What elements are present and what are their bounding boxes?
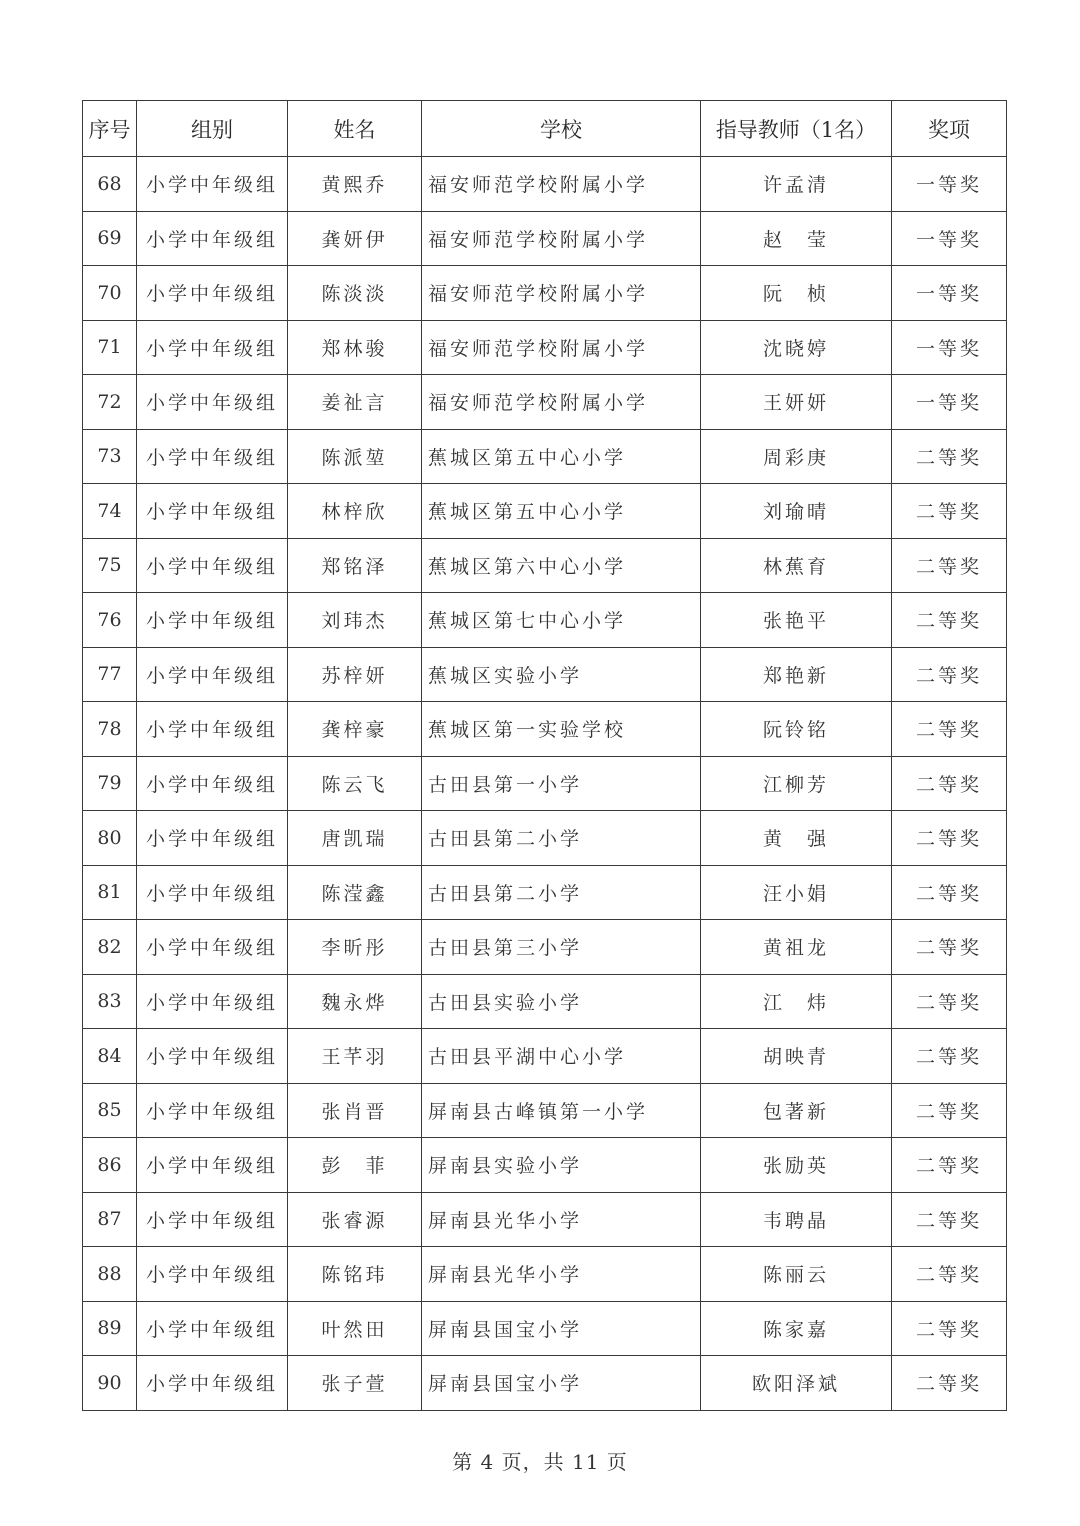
cell-award: 一等奖 [892, 266, 1007, 321]
cell-group: 小学中年级组 [137, 375, 288, 430]
table-row [83, 484, 1007, 539]
cell-teacher: 欧阳泽斌 [701, 1356, 892, 1411]
cell-award: 二等奖 [892, 1083, 1007, 1138]
cell-student-name: 陈铭玮 [288, 1247, 422, 1302]
cell-serial-number: 75 [83, 538, 137, 593]
cell-teacher: 王妍妍 [701, 375, 892, 430]
cell-student-name: 龚妍伊 [288, 211, 422, 266]
cell-award: 二等奖 [892, 429, 1007, 484]
table-row [83, 756, 1007, 811]
cell-school: 福安师范学校附属小学 [422, 375, 701, 430]
cell-student-name: 姜祉言 [288, 375, 422, 430]
cell-serial-number: 80 [83, 811, 137, 866]
cell-school: 蕉城区实验小学 [422, 647, 701, 702]
cell-group: 小学中年级组 [137, 538, 288, 593]
table-row [83, 211, 1007, 266]
cell-teacher: 陈家嘉 [701, 1301, 892, 1356]
cell-school: 屏南县国宝小学 [422, 1301, 701, 1356]
cell-school: 古田县第三小学 [422, 920, 701, 975]
cell-school: 福安师范学校附属小学 [422, 211, 701, 266]
cell-student-name: 张肖晋 [288, 1083, 422, 1138]
cell-award: 一等奖 [892, 211, 1007, 266]
cell-award: 二等奖 [892, 702, 1007, 757]
cell-serial-number: 84 [83, 1029, 137, 1084]
table-row [83, 974, 1007, 1029]
cell-group: 小学中年级组 [137, 920, 288, 975]
header-school: 学校 [422, 101, 701, 157]
cell-award: 一等奖 [892, 375, 1007, 430]
page-footer: 第 4 页，共 11 页 [452, 1450, 628, 1474]
table-row [83, 702, 1007, 757]
header-award: 奖项 [892, 101, 1007, 157]
cell-school: 蕉城区第一实验学校 [422, 702, 701, 757]
table-row [83, 593, 1007, 648]
cell-award: 一等奖 [892, 320, 1007, 375]
cell-school: 屏南县光华小学 [422, 1192, 701, 1247]
table-row [83, 920, 1007, 975]
cell-serial-number: 69 [83, 211, 137, 266]
cell-serial-number: 77 [83, 647, 137, 702]
cell-serial-number: 78 [83, 702, 137, 757]
cell-group: 小学中年级组 [137, 1247, 288, 1302]
cell-school: 古田县平湖中心小学 [422, 1029, 701, 1084]
cell-student-name: 黄熙乔 [288, 157, 422, 212]
cell-award: 二等奖 [892, 1138, 1007, 1193]
cell-school: 古田县实验小学 [422, 974, 701, 1029]
cell-serial-number: 85 [83, 1083, 137, 1138]
cell-student-name: 陈滢鑫 [288, 865, 422, 920]
table-body [83, 157, 1007, 1411]
award-table [82, 100, 1007, 1411]
cell-group: 小学中年级组 [137, 865, 288, 920]
cell-school: 古田县第二小学 [422, 865, 701, 920]
table-row [83, 429, 1007, 484]
cell-student-name: 叶然田 [288, 1301, 422, 1356]
cell-teacher: 包著新 [701, 1083, 892, 1138]
cell-school: 福安师范学校附属小学 [422, 266, 701, 321]
cell-teacher: 许孟清 [701, 157, 892, 212]
cell-student-name: 魏永烨 [288, 974, 422, 1029]
cell-teacher: 江柳芳 [701, 756, 892, 811]
cell-serial-number: 82 [83, 920, 137, 975]
cell-group: 小学中年级组 [137, 157, 288, 212]
table-row [83, 1138, 1007, 1193]
cell-teacher: 汪小娟 [701, 865, 892, 920]
cell-serial-number: 86 [83, 1138, 137, 1193]
cell-teacher: 张艳平 [701, 593, 892, 648]
cell-student-name: 王芊羽 [288, 1029, 422, 1084]
cell-serial-number: 88 [83, 1247, 137, 1302]
table-row [83, 1029, 1007, 1084]
cell-serial-number: 70 [83, 266, 137, 321]
cell-student-name: 唐凯瑞 [288, 811, 422, 866]
table-row [83, 865, 1007, 920]
cell-award: 二等奖 [892, 1192, 1007, 1247]
cell-school: 蕉城区第七中心小学 [422, 593, 701, 648]
cell-teacher: 赵 莹 [701, 211, 892, 266]
cell-school: 蕉城区第六中心小学 [422, 538, 701, 593]
cell-teacher: 周彩庚 [701, 429, 892, 484]
cell-serial-number: 87 [83, 1192, 137, 1247]
cell-teacher: 韦聘晶 [701, 1192, 892, 1247]
cell-school: 古田县第一小学 [422, 756, 701, 811]
cell-serial-number: 76 [83, 593, 137, 648]
table-row [83, 266, 1007, 321]
cell-award: 二等奖 [892, 647, 1007, 702]
cell-group: 小学中年级组 [137, 756, 288, 811]
cell-award: 二等奖 [892, 865, 1007, 920]
cell-group: 小学中年级组 [137, 974, 288, 1029]
cell-school: 蕉城区第五中心小学 [422, 429, 701, 484]
cell-teacher: 陈丽云 [701, 1247, 892, 1302]
table-row [83, 1192, 1007, 1247]
table-row [83, 157, 1007, 212]
cell-award: 二等奖 [892, 974, 1007, 1029]
cell-award: 二等奖 [892, 756, 1007, 811]
table-row [83, 1356, 1007, 1411]
table-header [83, 101, 1007, 157]
cell-award: 二等奖 [892, 484, 1007, 539]
cell-serial-number: 79 [83, 756, 137, 811]
cell-group: 小学中年级组 [137, 211, 288, 266]
cell-student-name: 张睿源 [288, 1192, 422, 1247]
cell-student-name: 张子萱 [288, 1356, 422, 1411]
table-row [83, 538, 1007, 593]
cell-school: 屏南县实验小学 [422, 1138, 701, 1193]
table-row [83, 320, 1007, 375]
cell-teacher: 黄 强 [701, 811, 892, 866]
cell-award: 二等奖 [892, 920, 1007, 975]
cell-student-name: 林梓欣 [288, 484, 422, 539]
header-teacher: 指导教师（1名） [701, 101, 892, 157]
cell-teacher: 阮铃铭 [701, 702, 892, 757]
cell-award: 二等奖 [892, 1301, 1007, 1356]
cell-serial-number: 89 [83, 1301, 137, 1356]
header-serial-number: 序号 [83, 101, 137, 157]
cell-teacher: 江 炜 [701, 974, 892, 1029]
cell-group: 小学中年级组 [137, 266, 288, 321]
cell-student-name: 陈派堃 [288, 429, 422, 484]
cell-serial-number: 72 [83, 375, 137, 430]
cell-group: 小学中年级组 [137, 593, 288, 648]
cell-group: 小学中年级组 [137, 702, 288, 757]
cell-award: 二等奖 [892, 1356, 1007, 1411]
cell-serial-number: 68 [83, 157, 137, 212]
cell-group: 小学中年级组 [137, 1301, 288, 1356]
cell-teacher: 张励英 [701, 1138, 892, 1193]
cell-student-name: 陈云飞 [288, 756, 422, 811]
cell-serial-number: 83 [83, 974, 137, 1029]
cell-student-name: 郑铭泽 [288, 538, 422, 593]
cell-award: 二等奖 [892, 811, 1007, 866]
cell-group: 小学中年级组 [137, 811, 288, 866]
cell-student-name: 郑林骏 [288, 320, 422, 375]
cell-group: 小学中年级组 [137, 1083, 288, 1138]
cell-group: 小学中年级组 [137, 1029, 288, 1084]
cell-school: 福安师范学校附属小学 [422, 157, 701, 212]
cell-teacher: 刘瑜晴 [701, 484, 892, 539]
cell-student-name: 李昕彤 [288, 920, 422, 975]
header-group: 组别 [137, 101, 288, 157]
cell-group: 小学中年级组 [137, 647, 288, 702]
cell-school: 蕉城区第五中心小学 [422, 484, 701, 539]
cell-teacher: 沈晓婷 [701, 320, 892, 375]
cell-teacher: 胡映青 [701, 1029, 892, 1084]
cell-school: 福安师范学校附属小学 [422, 320, 701, 375]
cell-serial-number: 71 [83, 320, 137, 375]
cell-award: 一等奖 [892, 157, 1007, 212]
table-row [83, 1301, 1007, 1356]
cell-serial-number: 74 [83, 484, 137, 539]
cell-teacher: 林蕉育 [701, 538, 892, 593]
cell-group: 小学中年级组 [137, 1356, 288, 1411]
header-name: 姓名 [288, 101, 422, 157]
cell-student-name: 龚梓豪 [288, 702, 422, 757]
cell-group: 小学中年级组 [137, 484, 288, 539]
cell-award: 二等奖 [892, 538, 1007, 593]
cell-award: 二等奖 [892, 593, 1007, 648]
table-row [83, 375, 1007, 430]
cell-award: 二等奖 [892, 1247, 1007, 1302]
cell-serial-number: 81 [83, 865, 137, 920]
cell-teacher: 郑艳新 [701, 647, 892, 702]
table-row [83, 811, 1007, 866]
header-row [83, 101, 1007, 157]
cell-serial-number: 73 [83, 429, 137, 484]
table-row [83, 1247, 1007, 1302]
cell-award: 二等奖 [892, 1029, 1007, 1084]
cell-group: 小学中年级组 [137, 1138, 288, 1193]
cell-school: 屏南县古峰镇第一小学 [422, 1083, 701, 1138]
cell-student-name: 苏梓妍 [288, 647, 422, 702]
cell-group: 小学中年级组 [137, 320, 288, 375]
cell-student-name: 彭 菲 [288, 1138, 422, 1193]
cell-student-name: 刘玮杰 [288, 593, 422, 648]
cell-serial-number: 90 [83, 1356, 137, 1411]
cell-school: 古田县第二小学 [422, 811, 701, 866]
cell-school: 屏南县国宝小学 [422, 1356, 701, 1411]
cell-teacher: 黄祖龙 [701, 920, 892, 975]
cell-student-name: 陈淡淡 [288, 266, 422, 321]
cell-teacher: 阮 桢 [701, 266, 892, 321]
table-row [83, 1083, 1007, 1138]
cell-group: 小学中年级组 [137, 429, 288, 484]
cell-group: 小学中年级组 [137, 1192, 288, 1247]
table-row [83, 647, 1007, 702]
cell-school: 屏南县光华小学 [422, 1247, 701, 1302]
